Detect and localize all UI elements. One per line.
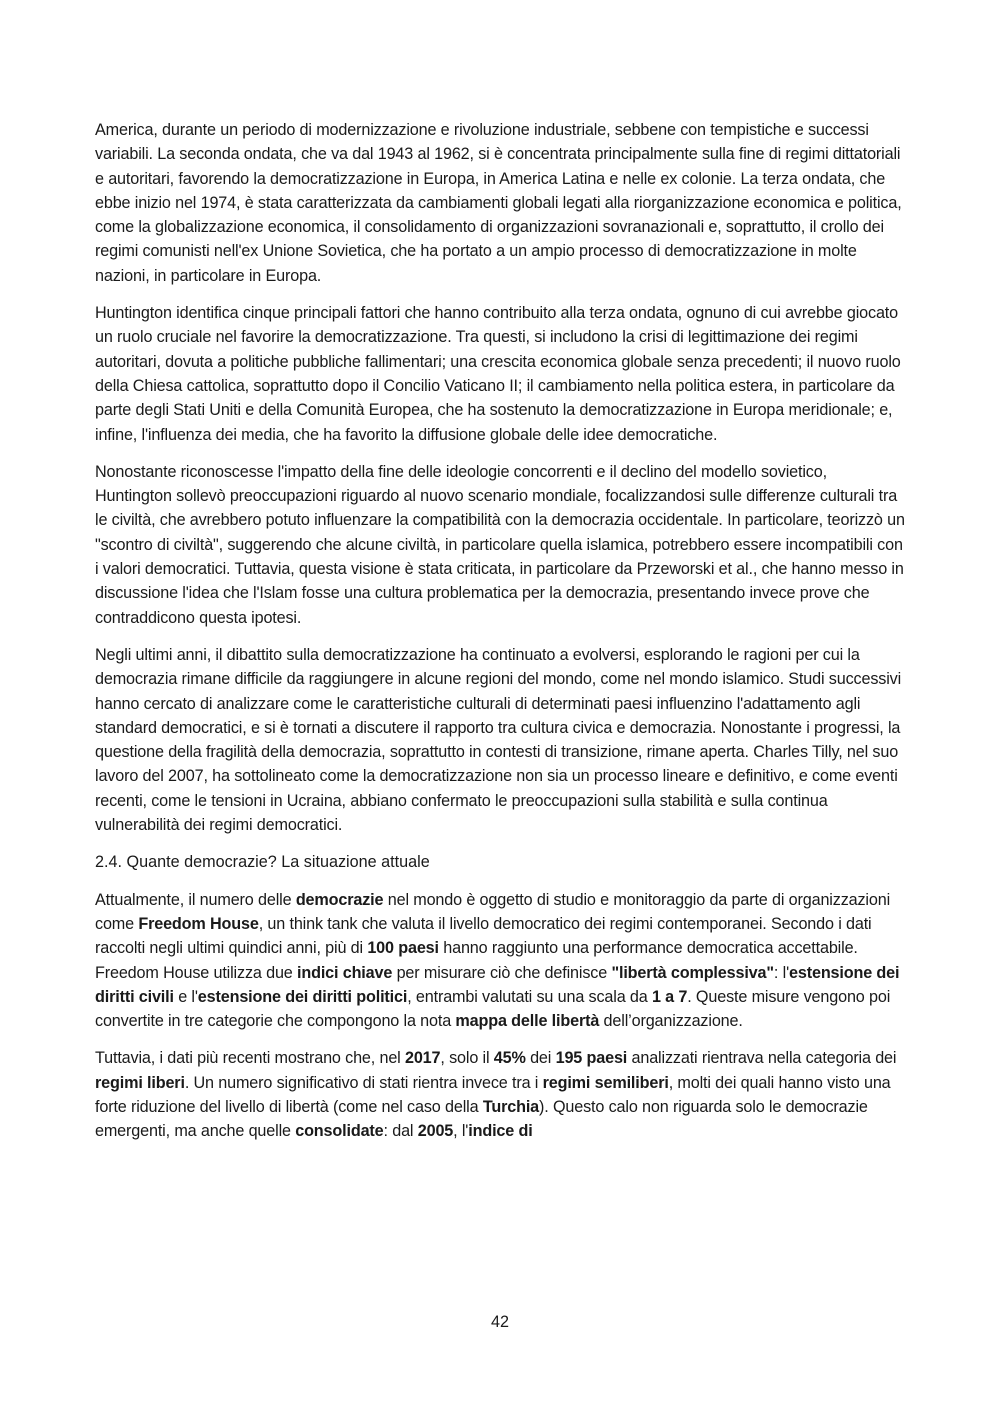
bold-text: "libertà complessiva" [611,963,774,982]
bold-text: mappa delle libertà [455,1012,600,1031]
text-run: e l' [173,987,198,1006]
text-run: , un think tank che valuta il livello democratico dei regimi contemporanei. Secondo i dati raccolti negli ultimi quindici anni, più di [95,914,872,958]
text-run: dei [525,1049,556,1068]
text-run: Attualmente, il numero delle [95,890,296,909]
text-run: , molti dei quali hanno visto una forte riduzione del livello di libertà (come nel caso della [95,1073,891,1116]
text-run: : dal [383,1122,418,1141]
text-run: . Un numero significativo di stati rientra invece tra i [184,1073,543,1092]
text-run: America, durante un periodo di modernizzazione e rivoluzione industriale, sebbene con tempistiche e successi variabili. La seconda ondata, che va dal 1943 al 1962, si è concentrata principalmente sulla fine di regimi dittatoriali e autoritari, favorendo la democratizzazione in Europa, in America Latina e nelle ex colonie. La terza ondata, che ebbe inizio nel 1974, è stata caratterizzata da cambiamenti globali legati alla riorganizzazione economica e politica, come la globalizzazione economica, il consolidamento di organizzazioni sovranazionali e, soprattutto, il crollo dei regimi comunisti nell'ex Unione Sovietica, che ha portato a un ampio processo di democratizzazione in molte nazioni, in particolare in Europa. [95,121,902,285]
bold-text: 195 paesi [555,1049,628,1068]
section-heading: 2.4. Quante democrazie? La situazione attuale [95,853,430,872]
bold-text: consolidate [295,1122,384,1141]
bold-text: Freedom House [138,914,259,933]
text-run: Huntington identifica cinque principali fattori che hanno contribuito alla terza ondata, ognuno di cui avrebbe giocato un ruolo cruciale nel favorire la democratizzazione. Tra questi, si includono la crisi di legittimazione dei regimi autoritari, dovuta a politiche pubbliche fallimentari; una crescita economica globale senza precedenti; il nuovo ruolo della Chiesa cattolica, soprattutto dopo il Concilio Vaticano II; il cambiamento nella politica estera, in particolare da parte degli Stati Uniti e della Comunità Europea, che ha sostenuto la democratizzazione in Europa meridionale; e, infine, l'influenza dei media, che ha favorito la diffusione globale delle idee democratiche. [95,304,901,444]
text-run: : l' [773,963,790,982]
bold-text: democrazie [295,890,384,909]
paragraph [95,888,907,1034]
text-run: nel mondo è oggetto di studio e monitoraggio da parte di organizzazioni come [95,890,891,933]
text-run: , l' [453,1122,469,1141]
text-run: , entrambi valutati su una scala da [407,987,652,1006]
document-page [95,118,907,1157]
paragraph [95,643,907,837]
bold-text: 45% [493,1049,526,1068]
text-run: Nonostante riconoscesse l'impatto della fine delle ideologie concorrenti e il declino del modello sovietico, Huntington sollevò preoccupazioni riguardo al nuovo scenario mondiale, focalizzandosi sulle differenze culturali tra le civiltà, che avrebbero potuto influenzare la compatibilità con la democrazia occidentale. In particolare, teorizzò un "scontro di civiltà", suggerendo che alcune civiltà, in particolare quella islamica, potrebbero essere incompatibili con i valori democratici. Tuttavia, questa visione è stata criticata, in particolare da Przeworski et al., che hanno messo in discussione l'idea che l'Islam fosse una cultura problematica per la democrazia, presentando invece prove che contraddicono questa ipotesi. [95,462,905,627]
page-number: 42 [490,1313,509,1331]
bold-text: Turchia [482,1097,540,1116]
bold-text: regimi semiliberi [542,1073,669,1092]
text-run: . Queste misure vengono poi convertite in tre categorie che compongono la nota [95,987,891,1031]
bold-text: 100 paesi [367,939,439,958]
text-run: hanno raggiunto una performance democratica accettabile. Freedom House utilizza due [95,939,858,982]
bold-text: estensione dei diritti civili [95,963,900,1006]
bold-text: 1 a 7 [651,987,688,1006]
paragraph [95,1046,907,1143]
bold-text: indice di [468,1122,533,1141]
bold-text: regimi liberi [95,1073,185,1092]
paragraph [95,118,907,288]
paragraph [95,301,907,447]
text-run: Tuttavia, i dati più recenti mostrano che, nel [95,1049,405,1068]
text-run: dell’organizzazione. [599,1012,743,1031]
bold-text: indici chiave [297,963,393,982]
text-run: ). Questo calo non riguarda solo le democrazie emergenti, ma anche quelle [95,1097,868,1141]
bold-text: 2005 [417,1122,454,1141]
paragraph [95,460,907,630]
body-text-section-continued [95,888,907,1144]
bold-text: 2017 [404,1049,441,1068]
body-text-section [95,118,907,837]
text-run: Negli ultimi anni, il dibattito sulla democratizzazione ha continuato a evolversi, esplorando le ragioni per cui la democrazia rimane difficile da raggiungere in alcune regioni del mondo, come nel mondo islamico. Studi successivi hanno cercato di analizzare come le caratteristiche culturali di determinati paesi influenzino l'adattamento agli standard democratici, e si è tornati a discutere il rapporto tra cultura civica e democrazia. Nonostante i progressi, la questione della fragilità della democrazia, soprattutto in contesti di transizione, rimane aperta. Charles Tilly, nel suo lavoro del 2007, ha sottolineato come la democratizzazione non sia un processo lineare e definitivo, e come eventi recenti, come le tensioni in Ucraina, abbiano confermato le preoccupazioni sulla stabilità e sulla continua vulnerabilità dei regimi democratici. [95,645,902,835]
text-run: analizzati rientrava nella categoria dei [627,1049,897,1068]
bold-text: estensione dei diritti politici [197,987,408,1006]
text-run: per misurare ciò che definisce [392,963,612,982]
text-run: , solo il [440,1049,494,1068]
